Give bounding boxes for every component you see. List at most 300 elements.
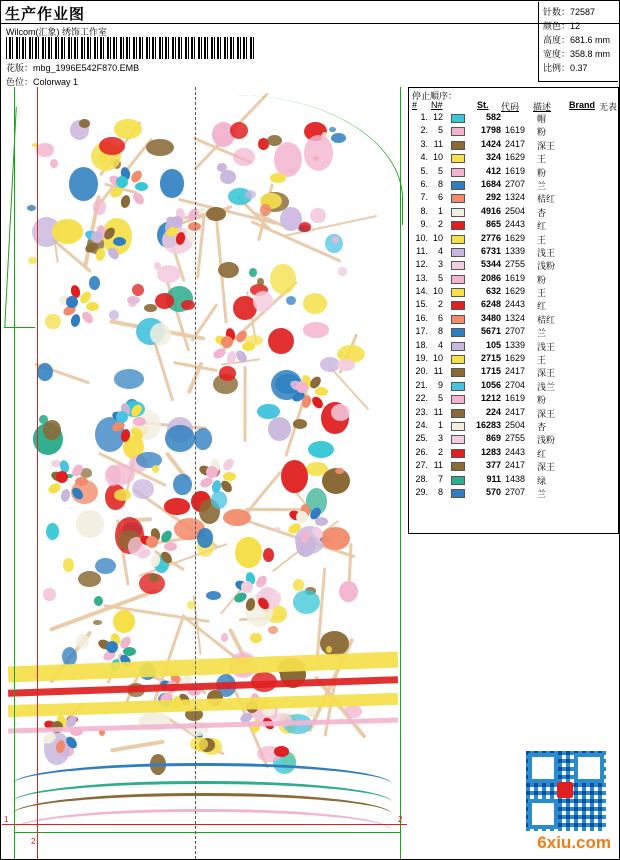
design-canvas <box>2 87 407 859</box>
row-stitches: 865 <box>485 219 501 230</box>
flower-center <box>206 466 218 478</box>
flower-motif <box>63 558 74 572</box>
row-needle: 5 <box>437 125 443 136</box>
flower-motif <box>37 363 53 381</box>
row-stitches: 1715 <box>480 366 501 377</box>
colors-label: 颜色： <box>543 21 571 31</box>
flower-motif <box>211 491 228 509</box>
row-description: 帽 <box>537 114 547 124</box>
row-index: 26. <box>415 446 428 457</box>
flower-motif <box>268 328 294 354</box>
color-sequence-row <box>409 326 618 339</box>
axis-vertical <box>37 87 38 859</box>
flower-petal <box>242 342 255 351</box>
row-description: 兰 <box>537 180 547 191</box>
mark-right: 2 <box>398 815 403 824</box>
scale-row <box>543 61 616 75</box>
color-sequence-row <box>409 139 618 152</box>
row-index: 9. <box>420 219 428 230</box>
flower-motif <box>268 626 278 634</box>
row-color-swatch <box>451 301 465 310</box>
color-sequence-row <box>409 166 618 179</box>
flower-motif <box>173 474 191 496</box>
flower-motif <box>190 737 208 751</box>
border-band <box>8 693 398 717</box>
flower-petal <box>113 237 126 246</box>
row-code: 2417 <box>505 366 526 377</box>
flower-motif <box>197 528 212 548</box>
flower-motif <box>253 291 273 312</box>
row-index: 22. <box>415 393 428 404</box>
flower-center <box>116 411 128 423</box>
height-row <box>543 33 616 47</box>
vine-stitch <box>243 366 246 442</box>
color-sequence-row <box>409 420 618 433</box>
width-row <box>543 47 616 61</box>
vine-stitch <box>110 739 165 752</box>
row-color-swatch <box>451 315 465 324</box>
color-sequence-header <box>409 88 618 112</box>
row-stitches: 5344 <box>480 259 501 270</box>
row-needle: 10 <box>432 286 443 297</box>
flower-center <box>56 471 68 483</box>
flower-motif <box>281 460 308 494</box>
row-description: 王 <box>537 154 547 165</box>
row-needle: 10 <box>432 232 443 243</box>
column-header-stitches: St. <box>477 100 489 110</box>
row-code: 2707 <box>505 178 526 189</box>
row-code: 1324 <box>505 312 526 323</box>
flower-petal <box>315 387 328 396</box>
color-sequence-row <box>409 487 618 500</box>
colors-row <box>543 19 616 33</box>
row-code: 1339 <box>505 245 526 256</box>
row-color-swatch <box>451 261 465 270</box>
row-description: 深王 <box>537 408 556 419</box>
row-code: 2443 <box>505 219 526 230</box>
flower-motif <box>114 489 131 501</box>
row-description: 深王 <box>537 462 556 473</box>
row-color-swatch <box>451 181 465 190</box>
row-description: 粉 <box>537 395 547 406</box>
row-needle: 2 <box>437 219 443 230</box>
row-stitches: 570 <box>485 486 501 497</box>
header-divider <box>1 23 619 24</box>
row-index: 1. <box>420 112 428 122</box>
flower-motif <box>165 425 196 452</box>
mark-left: 1 <box>4 815 9 824</box>
flower-motif <box>128 297 137 307</box>
row-needle: 11 <box>433 460 443 471</box>
colorway-label: 色位： <box>6 77 34 87</box>
flower-petal <box>119 194 131 209</box>
color-sequence-row <box>409 380 618 393</box>
flower-petal <box>221 456 236 472</box>
mark-bottom: 2 <box>31 837 36 846</box>
row-code: 2707 <box>505 486 526 497</box>
row-description: 红 <box>537 301 547 312</box>
flower-motif <box>274 746 289 756</box>
color-sequence-row <box>409 246 618 259</box>
color-sequence-row <box>409 286 618 299</box>
row-needle: 10 <box>432 353 443 364</box>
row-stitches: 5671 <box>480 326 501 337</box>
row-index: 20. <box>415 366 428 377</box>
barcode-image <box>6 37 256 59</box>
flower-motif <box>286 296 296 305</box>
row-color-swatch <box>451 355 465 364</box>
row-description: 杏 <box>537 207 547 218</box>
row-description: 粉 <box>537 127 547 138</box>
row-description: 粉 <box>537 274 547 285</box>
color-sequence-row <box>409 407 618 420</box>
row-needle: 2 <box>437 299 443 310</box>
row-code: 2504 <box>505 205 526 216</box>
flower-motif <box>320 631 349 656</box>
flower-motif <box>194 428 212 449</box>
flower-center <box>296 381 308 393</box>
row-description: 王 <box>537 288 547 299</box>
row-stitches: 582 <box>485 112 501 122</box>
row-needle: 8 <box>437 486 443 497</box>
row-description: 王 <box>537 355 547 366</box>
row-color-swatch <box>451 235 465 244</box>
flower-motif <box>235 537 261 567</box>
row-stitches: 2086 <box>480 272 501 283</box>
row-code: 2707 <box>505 326 526 337</box>
column-header-index: # <box>412 100 418 110</box>
flower-petal <box>70 313 82 328</box>
row-description: 粉 <box>537 167 547 178</box>
color-sequence-row <box>409 299 618 312</box>
row-needle: 5 <box>437 393 443 404</box>
flower-motif <box>337 359 356 372</box>
row-color-swatch <box>451 154 465 163</box>
row-index: 2. <box>420 125 428 136</box>
page-title: 生产作业图 <box>5 6 86 23</box>
row-code: 2443 <box>505 446 526 457</box>
watermark: 6xiu.com <box>537 833 611 852</box>
row-index: 19. <box>415 353 428 364</box>
flower-motif <box>52 219 83 243</box>
color-sequence-row <box>409 393 618 406</box>
flower-motif <box>223 509 251 526</box>
row-stitches: 3480 <box>480 312 501 323</box>
color-sequence-row <box>409 366 618 379</box>
flower-motif <box>79 119 90 128</box>
flower-motif <box>331 404 350 420</box>
flower-motif <box>132 284 144 296</box>
flower-petal <box>75 477 88 486</box>
row-stitches: 869 <box>485 433 501 444</box>
row-stitches: 911 <box>486 473 501 484</box>
flower-motif <box>303 293 327 314</box>
row-stitches: 1798 <box>480 125 501 136</box>
row-needle: 11 <box>433 366 443 377</box>
flower-motif <box>152 465 159 473</box>
row-needle: 11 <box>433 138 443 149</box>
row-color-swatch <box>451 449 465 458</box>
flower-center <box>146 536 158 548</box>
row-stitches: 412 <box>485 165 501 176</box>
row-stitches: 2715 <box>480 353 501 364</box>
center-guide-line <box>195 87 196 859</box>
vine-stitch <box>348 543 352 585</box>
axis-horizontal <box>2 824 407 825</box>
color-sequence-row <box>409 112 618 125</box>
flower-motif <box>221 633 229 642</box>
flower-petal <box>135 182 148 191</box>
flower-petal <box>133 417 146 426</box>
row-color-swatch <box>451 489 465 498</box>
row-needle: 12 <box>432 112 443 122</box>
flower-motif <box>249 268 257 277</box>
row-description: 绿 <box>537 475 547 486</box>
row-stitches: 632 <box>485 286 501 297</box>
row-stitches: 6248 <box>480 299 501 310</box>
row-index: 12. <box>415 259 428 270</box>
color-sequence-row <box>409 447 618 460</box>
flower-petal <box>261 587 274 596</box>
flower-motif <box>89 276 100 290</box>
color-sequence-row <box>409 125 618 138</box>
row-index: 27. <box>415 460 428 471</box>
row-needle: 7 <box>437 473 443 484</box>
row-code: 2417 <box>505 138 526 149</box>
flower-motif <box>69 167 99 202</box>
column-header-description: 描述 <box>533 102 552 112</box>
flower-center <box>106 641 118 653</box>
stitches-value: 72587 <box>570 7 596 17</box>
row-code: 2443 <box>505 299 526 310</box>
row-index: 8. <box>420 205 428 216</box>
qr-code <box>526 751 606 831</box>
row-needle: 9 <box>437 379 443 390</box>
row-stitches: 1424 <box>480 138 501 149</box>
row-description: 杏 <box>537 421 547 432</box>
row-needle: 5 <box>437 272 443 283</box>
row-needle: 10 <box>432 152 443 163</box>
row-stitches: 1212 <box>480 393 501 404</box>
color-sequence-row <box>409 433 618 446</box>
flower-motif <box>339 581 358 602</box>
flower-motif <box>43 588 56 602</box>
flower-motif <box>78 571 101 587</box>
row-index: 7. <box>420 192 428 203</box>
row-index: 15. <box>415 299 428 310</box>
flower-petal <box>164 542 177 551</box>
color-sequence-row <box>409 192 618 205</box>
flower-motif <box>206 591 221 600</box>
row-color-swatch <box>451 435 465 444</box>
width-label: 宽度： <box>543 49 571 59</box>
flower-center <box>241 581 253 593</box>
row-index: 16. <box>415 312 428 323</box>
row-color-swatch <box>451 168 465 177</box>
flower-motif <box>114 369 145 389</box>
stop-sequence-label: 停止順序： <box>412 91 458 101</box>
row-index: 14. <box>415 286 428 297</box>
flower-motif <box>46 523 59 540</box>
flower-motif <box>45 314 60 328</box>
row-needle: 6 <box>437 192 443 203</box>
flower-motif <box>308 441 335 459</box>
row-code: 1324 <box>505 192 526 203</box>
flower-motif <box>332 236 339 242</box>
flower-motif <box>114 119 142 140</box>
row-description: 兰 <box>537 488 547 499</box>
row-color-swatch <box>451 328 465 337</box>
row-color-swatch <box>451 382 465 391</box>
flower-motif <box>150 323 171 345</box>
flower-motif <box>157 265 180 282</box>
color-sequence-row <box>409 179 618 192</box>
color-sequence-rows <box>409 112 618 500</box>
flower-petal <box>60 488 72 503</box>
width-value: 358.8 mm <box>570 49 611 59</box>
flower-motif <box>93 199 106 215</box>
row-color-swatch <box>451 368 465 377</box>
height-value: 681.6 mm <box>570 35 611 45</box>
row-description: 浅王 <box>537 341 556 352</box>
row-color-swatch <box>451 127 465 136</box>
row-needle: 4 <box>437 245 443 256</box>
flower-motif <box>181 300 195 310</box>
row-color-swatch <box>451 248 465 257</box>
column-header-vender: 无表 <box>599 102 618 112</box>
row-color-swatch <box>451 342 465 351</box>
row-stitches: 16283 <box>475 419 501 430</box>
row-code: 1339 <box>505 339 526 350</box>
row-index: 3. <box>420 138 428 149</box>
row-description: 深王 <box>537 140 556 151</box>
row-color-swatch <box>451 275 465 284</box>
row-stitches: 4916 <box>480 205 501 216</box>
row-index: 28. <box>415 473 428 484</box>
color-sequence-row <box>409 474 618 487</box>
column-header-code: 代码 <box>501 102 520 112</box>
flower-motif <box>219 366 237 381</box>
row-color-swatch <box>451 141 465 150</box>
flower-petal <box>131 191 146 207</box>
color-sequence-row <box>409 206 618 219</box>
flower-center <box>116 176 128 188</box>
row-description: 桔红 <box>537 194 556 205</box>
row-description: 红 <box>537 221 547 232</box>
scale-value: 0.37 <box>570 63 588 73</box>
stitches-row <box>543 5 616 19</box>
row-description: 浅王 <box>537 247 556 258</box>
row-index: 23. <box>415 406 428 417</box>
row-description: 浅粉 <box>537 261 556 272</box>
flower-motif <box>303 322 329 338</box>
frame-line-right <box>400 87 401 859</box>
row-index: 4. <box>420 152 428 163</box>
flower-center <box>91 231 103 243</box>
row-stitches: 1056 <box>480 379 501 390</box>
flower-center <box>171 216 183 228</box>
row-code: 1629 <box>505 286 526 297</box>
row-color-swatch <box>451 208 465 217</box>
column-header-needle: N# <box>431 100 443 110</box>
row-code: 1629 <box>505 353 526 364</box>
row-code: 2755 <box>505 259 526 270</box>
row-index: 29. <box>415 486 428 497</box>
row-stitches: 377 <box>485 460 501 471</box>
row-color-swatch <box>451 114 465 123</box>
color-sequence-row <box>409 259 618 272</box>
row-index: 18. <box>415 339 428 350</box>
flower-motif <box>109 310 119 320</box>
row-needle: 8 <box>437 178 443 189</box>
row-stitches: 1684 <box>480 178 501 189</box>
flower-motif <box>50 159 58 169</box>
row-needle: 6 <box>437 312 443 323</box>
row-index: 13. <box>415 272 428 283</box>
row-needle: 4 <box>437 339 443 350</box>
row-description: 兰 <box>537 328 547 339</box>
flower-motif <box>326 646 332 653</box>
row-stitches: 105 <box>485 339 501 350</box>
row-code: 2704 <box>505 379 526 390</box>
row-code: 1619 <box>505 125 526 136</box>
row-stitches: 292 <box>485 192 501 203</box>
flower-motif <box>94 596 103 606</box>
row-needle: 3 <box>437 259 443 270</box>
row-needle: 1 <box>437 205 443 216</box>
color-sequence-box <box>408 87 619 534</box>
design-info-box <box>538 2 618 82</box>
flower-motif <box>132 479 154 500</box>
flower-motif <box>164 498 190 514</box>
row-code: 1629 <box>505 232 526 243</box>
row-stitches: 1283 <box>480 446 501 457</box>
row-code: 1438 <box>505 473 526 484</box>
row-code: 2504 <box>505 419 526 430</box>
flower-center <box>296 511 308 523</box>
row-index: 24. <box>415 419 428 430</box>
flower-motif <box>155 293 174 309</box>
row-index: 11. <box>416 245 428 256</box>
row-description: 红 <box>537 448 547 459</box>
flower-motif <box>76 634 89 649</box>
row-stitches: 324 <box>485 152 501 163</box>
flower-motif <box>95 558 116 575</box>
row-description: 桔红 <box>537 314 556 325</box>
row-needle: 2 <box>437 446 443 457</box>
row-index: 17. <box>415 326 428 337</box>
row-index: 10. <box>415 232 428 243</box>
row-color-swatch <box>451 462 465 471</box>
row-index: 6. <box>420 178 428 189</box>
row-description: 王 <box>537 234 547 245</box>
flower-motif <box>218 262 239 279</box>
flower-center <box>66 296 78 308</box>
colors-value: 12 <box>570 21 581 31</box>
row-color-swatch <box>451 409 465 418</box>
color-sequence-row <box>409 219 618 232</box>
colorway-value: Colorway 1 <box>33 77 79 87</box>
flower-center <box>221 336 233 348</box>
flower-motif <box>93 620 102 626</box>
row-code: 2417 <box>505 406 526 417</box>
flower-motif <box>293 579 304 590</box>
color-sequence-row <box>409 152 618 165</box>
color-sequence-row <box>409 353 618 366</box>
flower-motif <box>257 404 280 419</box>
row-code: 1619 <box>505 393 526 404</box>
row-color-swatch <box>451 221 465 230</box>
